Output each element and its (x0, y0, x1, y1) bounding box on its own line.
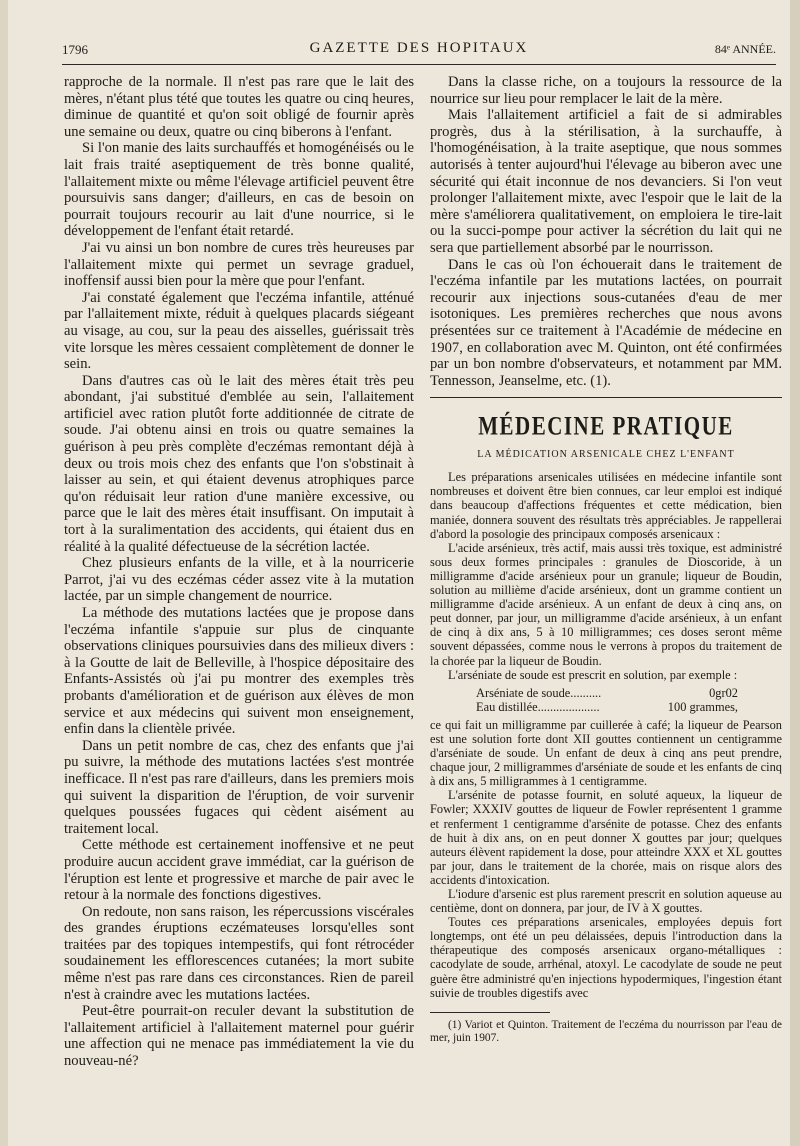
paragraph: J'ai vu ainsi un bon nombre de cures très heureuses par l'allaitement mixte qui permet un sevrage graduel, inoffensif aussi bien pour la mère que pour l'enfant. (64, 239, 414, 290)
paragraph: On redoute, non sans raison, les répercussions viscérales des grandes éruptions eczémateuses lorsqu'elles sont traitées par des topiques intempestifs, qui font rétrocéder soudainement les efflorescences cutanées; la mort subite même n'est pas rare dans ces circonstances. Rien de pareil n'est à craindre avec les mutations lactées. (64, 903, 414, 1003)
paragraph: La méthode des mutations lactées que je propose dans l'eczéma infantile s'appuie sur plus de cinquante observations cliniques poursuivies dans des milieux divers : à la Goutte de lait de Belleville, à l'hospice dépositaire des Enfants-Assistés où j'ai pu montrer des exemples très probants d'amélioration et de guérison aux élèves de mon service et aux médecins qui suivent mon enseignement, enfin dans la clientèle privée. (64, 605, 414, 738)
ingredient: Eau distillée.................... (476, 699, 600, 714)
paragraph: Si l'on manie des laits surchauffés et homogénéisés ou le lait frais traité aseptiquement de très bonne qualité, l'allaitement mixte ou même l'élevage artificiel peuvent être poursuivis sans danger; d'ailleurs, en cas de besoin on pourrait toujours recourir au lait d'une nourrice, si le développement de l'enfant était retardé. (64, 140, 414, 240)
page-header (62, 38, 776, 65)
prescription (476, 686, 782, 714)
prescription-line (476, 700, 738, 714)
right-column-top (430, 74, 782, 389)
paragraph: L'iodure d'arsenic est plus rarement prescrit en solution aqueuse au centième, dont on donnera, par jour, de IV à X gouttes. (430, 887, 782, 916)
paragraph: J'ai constaté également que l'eczéma infantile, atténué par l'allaitement mixte, réduit à quelques placards siégeant au visage, au cou, sur la peau des aisselles, guérissait très vite lorsque les mères cessaient complètement de donner le sein. (64, 289, 414, 373)
section-title: MÉDECINE PRATIQUE (478, 411, 734, 442)
left-column (64, 74, 414, 1070)
article-body-continued (430, 718, 782, 1000)
paragraph: Les préparations arsenicales utilisées en médecine infantile sont nombreuses et doivent être bien connues, car leur emploi est indiqué dans beaucoup d'affections fréquentes et cette médication, bien maniée, donnera souvent des résultats très appréciables. Je rappellerai d'abord la posologie des principaux composés arsenicaux : (430, 470, 782, 541)
paragraph: Chez plusieurs enfants de la ville, et à la nourricerie Parrot, j'ai vu des eczémas céder assez vite à la mutation lactée, par un simple changement de nourrice. (64, 555, 414, 605)
paragraph: Peut-être pourrait-on reculer devant la substitution de l'allaitement artificiel à l'allaitement maternel pour guérir une affection qui ne menace pas immédiatement la vie du nouveau-né? (64, 1003, 414, 1070)
article-body (430, 470, 782, 681)
paragraph: Dans un petit nombre de cas, chez des enfants que j'ai pu suivre, la méthode des mutations lactées s'est montrée inefficace. Il n'est pas rare d'ailleurs, dans les premiers mois qui suivent la disparition de l'éruption, de voir survenir quelques poussées fugaces qui cèdent aisément au traitement local. (64, 737, 414, 837)
paragraph: L'arséniate de soude est prescrit en solution, par exemple : (448, 667, 738, 682)
article-title: LA MÉDICATION ARSENICALE CHEZ L'ENFANT (477, 449, 735, 461)
paragraph: Dans le cas où l'on échouerait dans le traitement de l'eczéma infantile par les mutations lactées, on pourrait recourir aux injections sous-cutanées d'eau de mer isotoniques. Les premières recherches que nous avons présentées sur ce traitement à l'Académie de médecine en 1907, en collaboration avec M. Quinton, ont été confirmées par un bon nombre d'observateurs, et notamment par MM. Tennesson, Jeanselme, etc. (1). (430, 256, 782, 389)
footnote-divider (430, 1012, 550, 1013)
footnote: (1) Variot et Quinton. Traitement de l'eczéma du nourrisson par l'eau de mer, juin 1907. (430, 1018, 782, 1044)
journal-title: GAZETTE DES HOPITAUX (309, 40, 529, 56)
paragraph: L'acide arsénieux, très actif, mais aussi très toxique, est administré sous deux formes principales : granules de Dioscoride, à un milligramme d'acide arsénieux pour un granule; liqueur de Boudin, solution au millième d'acide arsénieux, dont un gramme contient un milligramme d'acide arsénieux. A un enfant de deux à cinq ans, on peut donner, par jour, un milligramme d'acide arsénieux, à un enfant de cinq à dix ans, 5 à 10 milligrammes; ces doses seront même souvent dépassées, comme nous le verrons à propos du traitement de la chorée par la liqueur de Boudin. (430, 540, 782, 668)
page-edge-right (790, 0, 800, 1146)
right-column (430, 74, 782, 1045)
page-edge-left (0, 0, 8, 1146)
paragraph: rapproche de la normale. Il n'est pas rare que le lait des mères, n'étant plus tété que toutes les quatre ou cinq heures, diminue de quantité et qu'on soit obligé de fournir après une semaine ou deux, quatre ou cinq biberons à l'enfant. (64, 74, 414, 140)
paragraph: L'arsénite de potasse fournit, en soluté aqueux, la liqueur de Fowler; XXXIV gouttes de liqueur de Fowler représentent 1 gramme et renferment 1 centigramme d'arsénite de potasse. Chez des enfants de huit à dix ans, on en peut donner X gouttes par jour; quelques auteurs élèvent rapidement la dose, pour atteindre XXX et XL gouttes par jour, dans le traitement de la chorée, mais on risque alors des accidents d'intoxication. (430, 788, 782, 887)
prescription-line (476, 686, 738, 700)
journal-year: 84ᵉ ANNÉE. (714, 42, 776, 56)
paragraph: Cette méthode est certainement inoffensive et ne peut produire aucun accident grave immédiat, car la guérison de l'éruption est lente et progressive et marche de pair avec le retour à la normale des fonctions digestives. (64, 837, 414, 904)
ingredient: Arséniate de soude.......... (476, 685, 602, 700)
paragraph: ce qui fait un milligramme par cuillerée à café; la liqueur de Pearson est une solution forte dont XII gouttes contiennent un centigramme d'arséniate de soude. Un enfant de deux à cinq ans peut prendre, chaque jour, 2 milligrammes d'arséniate de soude et les enfants de cinq à dix ans, 5 milligrammes à 1 centigramme. (430, 717, 782, 789)
paragraph: Mais l'allaitement artificiel a fait de si admirables progrès, dus à la stérilisation, à la surchauffe, à l'homogénéisation, à la traite aseptique, que nous sommes autorisés à tenter aujourd'hui l'élevage au biberon avec une sécurité qui était inconnue de nos devanciers. Si l'on veut prolonger l'allaitement mixte, avec l'espoir que le lait de la mère s'améliorera qualitativement, on emploiera le tire-lait ou la succi-pompe pour activer la sécrétion du lait qui ne sera que partiellement absorbé par le nourrisson. (430, 107, 782, 256)
page-number: 1796 (62, 42, 88, 57)
paragraph: Dans d'autres cas où le lait des mères était très peu abondant, j'ai substitué d'emblée au sein, l'allaitement artificiel avec ration plutôt forte additionnée de citrate de soude. J'ai obtenu ainsi en trois ou quatre semaines la guérison à peu près complète d'eczémas remontant déjà à deux ou trois mois chez des enfants que l'on s'obstinait à laisser au sein, et qui étaient devenus atrophiques parce qu'on réduisait leur ration d'une manière excessive, ou parce que le lait des mères était insuffisant. On imputait à tort à la suralimentation des accidents, qui étaient dus en réalité à la qualité défectueuse de la sécrétion lactée. (64, 372, 414, 555)
quantity: 0gr02 (709, 685, 738, 700)
paragraph: Dans la classe riche, on a toujours la ressource de la nourrice sur lieu pour remplacer le lait de la mère. (430, 74, 782, 107)
quantity: 100 grammes, (667, 699, 738, 714)
paragraph: Toutes ces préparations arsenicales, employées depuis fort longtemps, ont été un peu délaissées, depuis l'introduction dans la thérapeutique des composés arsenicaux organo-métalliques : cacodylate de soude, arrhénal, atoxyl. Le cacodylate de soude ne peut guère être administré qu'en injections hypodermiques, l'ingestion étant suivie de troubles digestifs avec (430, 915, 782, 1000)
section-divider (430, 397, 782, 398)
